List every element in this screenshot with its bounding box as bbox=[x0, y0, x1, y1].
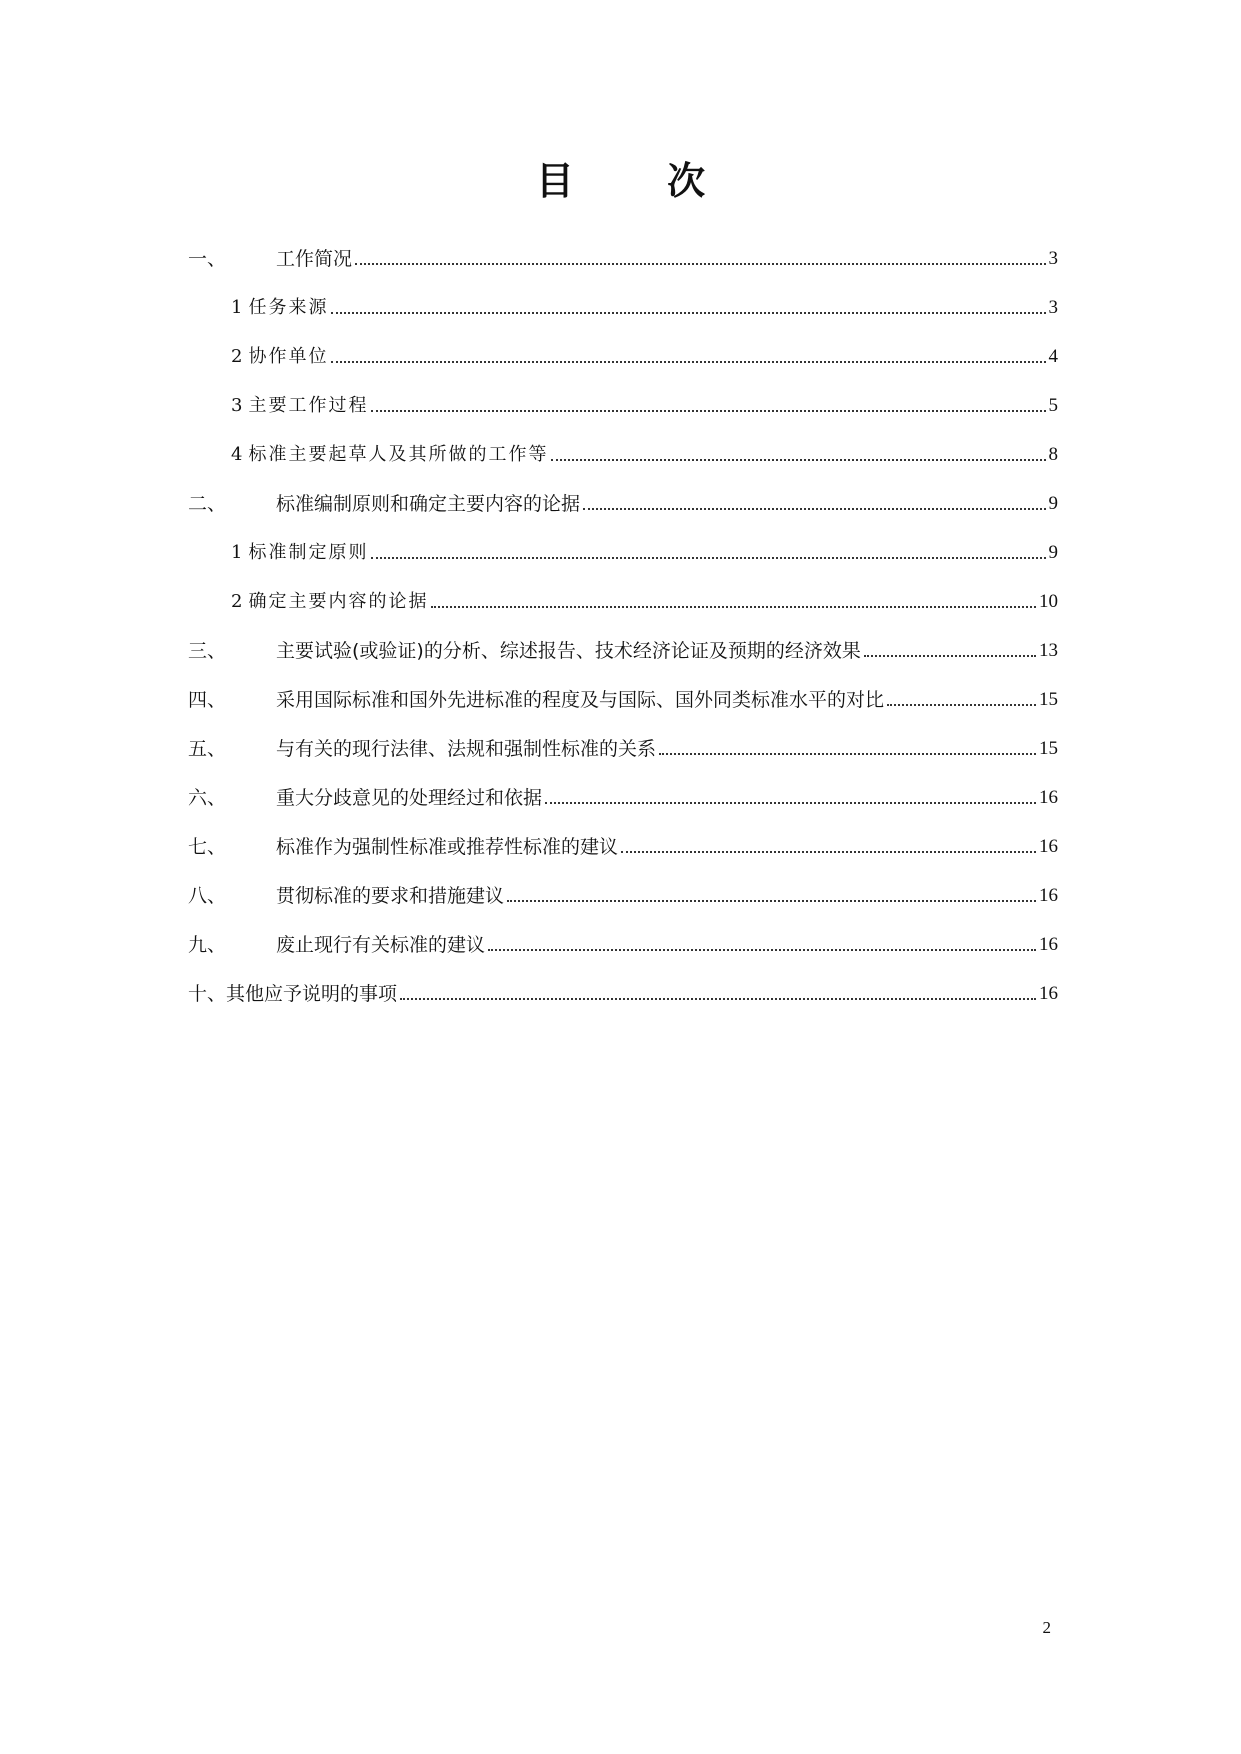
toc-entry-page: 10 bbox=[1039, 591, 1058, 612]
dot-leader bbox=[400, 998, 1036, 1000]
toc-entry-label: 工作简况 bbox=[276, 248, 353, 270]
dot-leader bbox=[864, 655, 1036, 657]
toc-entry-page: 16 bbox=[1039, 983, 1058, 1004]
toc-entry-number: 五、 bbox=[188, 738, 227, 760]
toc-entry-label: 主要试验(或验证)的分析、综述报告、技术经济论证及预期的经济效果 bbox=[276, 640, 861, 662]
toc-entry-page: 3 bbox=[1048, 248, 1058, 269]
toc-entry-number: 九、 bbox=[188, 934, 227, 956]
toc-subentry[interactable] bbox=[188, 565, 1058, 614]
dot-leader bbox=[371, 557, 1045, 559]
toc-entry-number: 七、 bbox=[188, 836, 227, 858]
toc-entry-number: 二、 bbox=[188, 493, 227, 515]
toc-subentry[interactable] bbox=[188, 271, 1058, 320]
toc-entry-number: 八、 bbox=[188, 885, 227, 907]
toc-entry-number: 1 bbox=[231, 297, 245, 318]
toc-entry-number: 六、 bbox=[188, 787, 227, 809]
toc-entry-label: 重大分歧意见的处理经过和依据 bbox=[276, 787, 543, 809]
toc-entry-label: 贯彻标准的要求和措施建议 bbox=[276, 885, 505, 907]
toc-entry[interactable] bbox=[188, 957, 1058, 1006]
toc-entry-label: 任务来源 bbox=[248, 297, 329, 318]
toc-entry-number: 四、 bbox=[188, 689, 227, 711]
toc-entry[interactable] bbox=[188, 467, 1058, 516]
toc-subentry[interactable] bbox=[188, 516, 1058, 565]
dot-leader bbox=[887, 704, 1036, 706]
toc-entry-label: 废止现行有关标准的建议 bbox=[276, 934, 486, 956]
toc-entry[interactable] bbox=[188, 810, 1058, 859]
toc-entry-number: 1 bbox=[231, 542, 245, 563]
toc-subentry[interactable] bbox=[188, 320, 1058, 369]
toc-entry-page: 8 bbox=[1048, 444, 1058, 465]
toc-entry-label: 与有关的现行法律、法规和强制性标准的关系 bbox=[276, 738, 657, 760]
toc-subentry[interactable] bbox=[188, 369, 1058, 418]
toc-entry-number: 4 bbox=[231, 444, 245, 465]
toc-entry-page: 16 bbox=[1039, 787, 1058, 808]
toc-entry-page: 13 bbox=[1039, 640, 1058, 661]
toc-entry-page: 4 bbox=[1048, 346, 1058, 367]
toc-entry[interactable] bbox=[188, 614, 1058, 663]
toc-entry[interactable] bbox=[188, 859, 1058, 908]
toc-entry-page: 15 bbox=[1039, 738, 1058, 759]
toc-entry-number: 一、 bbox=[188, 248, 227, 270]
toc-entry-label: 其他应予说明的事项 bbox=[226, 983, 398, 1005]
toc-entry[interactable] bbox=[188, 222, 1058, 271]
toc-entry-page: 16 bbox=[1039, 934, 1058, 955]
dot-leader bbox=[621, 851, 1036, 853]
toc-entry-page: 15 bbox=[1039, 689, 1058, 710]
toc-entry-number: 十、 bbox=[188, 983, 227, 1005]
toc-entry-number: 2 bbox=[231, 591, 245, 612]
toc-entry-label: 标准主要起草人及其所做的工作等 bbox=[248, 444, 549, 465]
dot-leader bbox=[659, 753, 1036, 755]
toc-entry-page: 3 bbox=[1048, 297, 1058, 318]
dot-leader bbox=[431, 606, 1036, 608]
toc-entry-page: 5 bbox=[1048, 395, 1058, 416]
toc-entry[interactable] bbox=[188, 663, 1058, 712]
toc-entry-label: 采用国际标准和国外先进标准的程度及与国际、国外同类标准水平的对比 bbox=[276, 689, 885, 711]
toc-entry[interactable] bbox=[188, 908, 1058, 957]
toc-entry-page: 9 bbox=[1048, 493, 1058, 514]
toc-entry-page: 9 bbox=[1048, 542, 1058, 563]
toc-entry-label: 标准作为强制性标准或推荐性标准的建议 bbox=[276, 836, 619, 858]
toc-entry-label: 主要工作过程 bbox=[248, 395, 369, 416]
toc-entry-label: 确定主要内容的论据 bbox=[248, 591, 429, 612]
toc-entry[interactable] bbox=[188, 761, 1058, 810]
toc-entry-page: 16 bbox=[1039, 836, 1058, 857]
toc-entry-number: 3 bbox=[231, 395, 245, 416]
toc-entry-label: 协作单位 bbox=[248, 346, 329, 367]
toc-entry-page: 16 bbox=[1039, 885, 1058, 906]
dot-leader bbox=[551, 459, 1045, 461]
toc-entry-number: 2 bbox=[231, 346, 245, 367]
page-number: 2 bbox=[1042, 1618, 1051, 1637]
toc-entry-label: 标准编制原则和确定主要内容的论据 bbox=[276, 493, 581, 515]
dot-leader bbox=[545, 802, 1036, 804]
dot-leader bbox=[507, 900, 1036, 902]
page-title: 目 次 bbox=[535, 159, 746, 203]
dot-leader bbox=[583, 508, 1045, 510]
dot-leader bbox=[331, 361, 1045, 363]
dot-leader bbox=[488, 949, 1036, 951]
dot-leader bbox=[355, 263, 1045, 265]
table-of-contents bbox=[188, 222, 1058, 1006]
toc-entry-number: 三、 bbox=[188, 640, 227, 662]
dot-leader bbox=[371, 410, 1045, 412]
toc-entry[interactable] bbox=[188, 712, 1058, 761]
toc-entry-label: 标准制定原则 bbox=[248, 542, 369, 563]
toc-subentry[interactable] bbox=[188, 418, 1058, 467]
dot-leader bbox=[331, 312, 1045, 314]
